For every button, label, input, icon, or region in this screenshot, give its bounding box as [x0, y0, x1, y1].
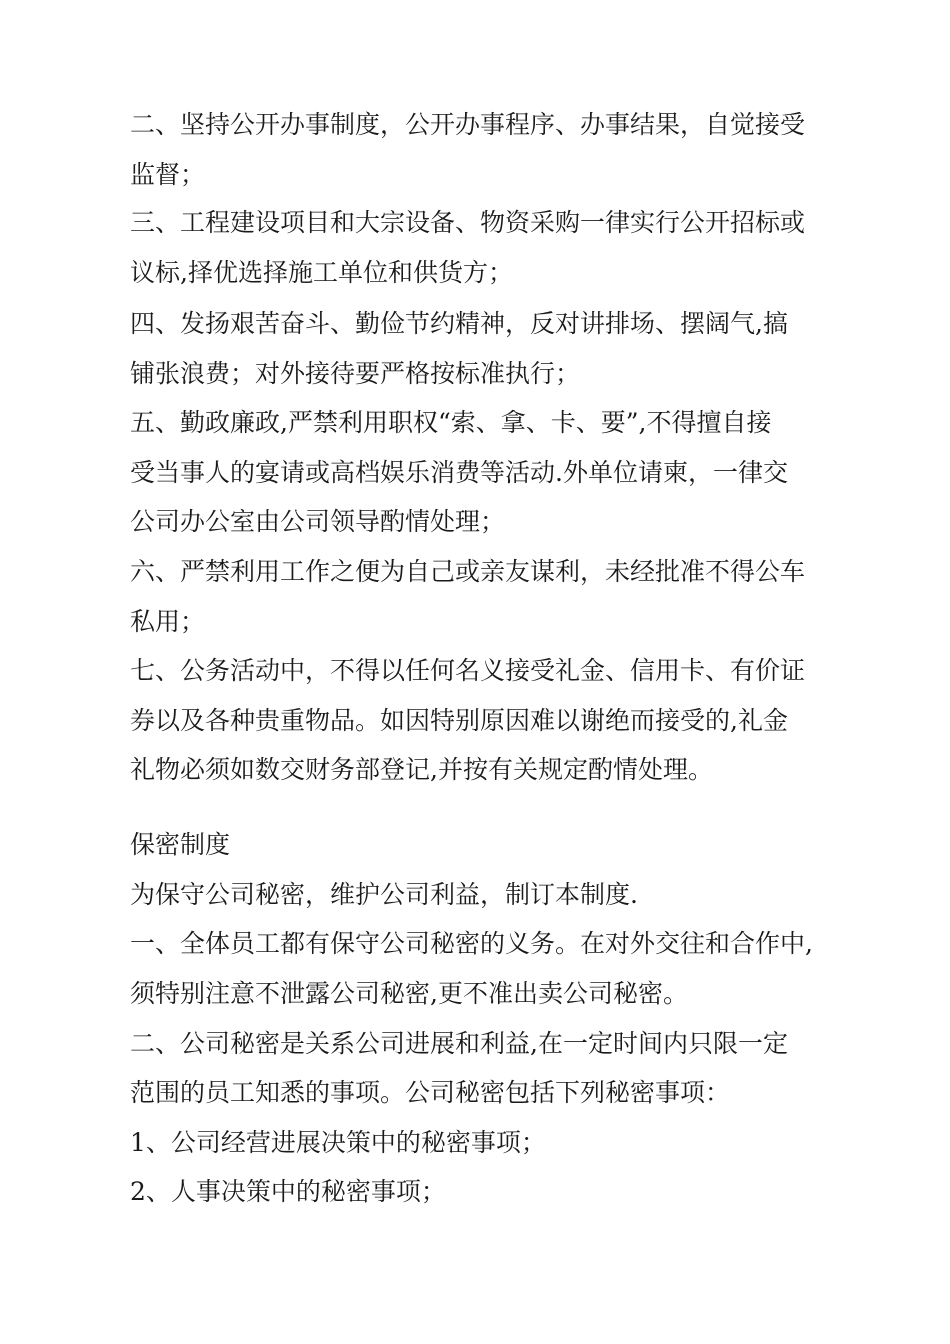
section-line: 1、公司经营进展决策中的秘密事项； [130, 1128, 546, 1157]
section-title: 保密制度 [130, 830, 231, 859]
section-line: 范围的员工知悉的事项。公司秘密包括下列秘密事项： [130, 1078, 731, 1107]
paragraph-line: 六、严禁利用工作之便为自己或亲友谋利，未经批准不得公车 [130, 557, 806, 586]
section-line: 二、公司秘密是关系公司进展和利益,在一定时间内只限一定 [130, 1029, 788, 1058]
paragraph-line: 受当事人的宴请或高档娱乐消费等活动.外单位请柬，一律交 [130, 458, 788, 487]
paragraph-line: 监督； [130, 160, 206, 189]
paragraph-line: 七、公务活动中，不得以任何名义接受礼金、信用卡、有价证 [130, 656, 806, 685]
paragraph-line: 二、坚持公开办事制度，公开办事程序、办事结果，自觉接受 [130, 110, 806, 139]
paragraph-line: 议标,择优选择施工单位和供货方； [130, 258, 513, 287]
paragraph-line: 五、勤政廉政,严禁利用职权“索、拿、卡、要”,不得擅自接 [130, 408, 772, 437]
paragraph-line: 铺张浪费；对外接待要严格按标准执行； [130, 359, 581, 388]
paragraph-line: 私用； [130, 607, 206, 636]
section-line: 一、全体员工都有保守公司秘密的义务。在对外交往和合作中, [130, 929, 813, 958]
paragraph-line: 三、工程建设项目和大宗设备、物资采购一律实行公开招标或 [130, 208, 806, 237]
section-line: 须特别注意不泄露公司秘密,更不准出卖公司秘密。 [130, 979, 688, 1008]
paragraph-line: 礼物必须如数交财务部登记,并按有关规定酌情处理。 [130, 755, 713, 784]
paragraph-line: 公司办公室由公司领导酌情处理； [130, 507, 506, 536]
paragraph-line: 券以及各种贵重物品。如因特别原因难以谢绝而接受的,礼金 [130, 706, 788, 735]
paragraph-line: 四、发扬艰苦奋斗、勤俭节约精神，反对讲排场、摆阔气,搞 [130, 309, 788, 338]
section-line: 为保守公司秘密，维护公司利益，制订本制度. [130, 880, 638, 909]
section-line: 2、人事决策中的秘密事项； [130, 1177, 446, 1206]
